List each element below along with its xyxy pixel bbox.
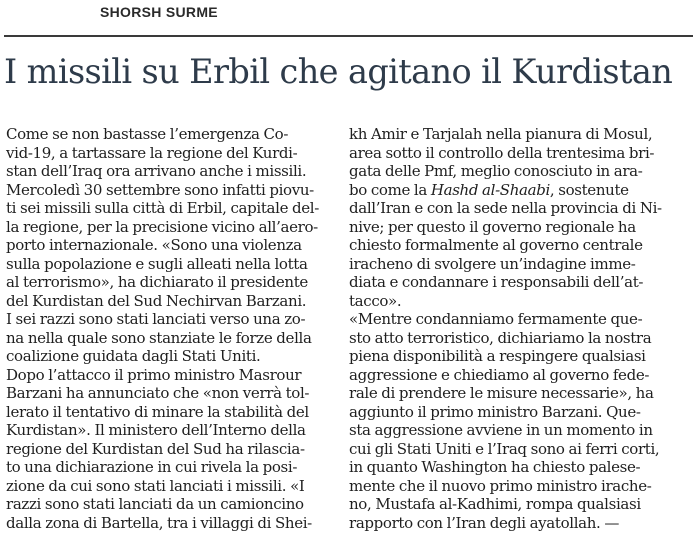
text-line: nive; per questo il governo regionale ha xyxy=(349,217,636,236)
text-line: dalla zona di Bartella, tra i villaggi di Shei- xyxy=(6,513,312,532)
text-line: diata e condannare i responsabili dell’at- xyxy=(349,273,644,291)
text-line: stan dell’Iraq ora arrivano anche i missili. xyxy=(6,162,307,180)
text-line: kh Amir e Tarjalah nella pianura di Mosul, xyxy=(349,125,653,143)
text-line: rale di prendere le misure necessarie», ha xyxy=(349,384,654,402)
text-line: mente che il nuovo primo ministro irache- xyxy=(349,476,652,495)
text-line: to una dichiarazione in cui rivela la posi- xyxy=(6,458,298,476)
text-line: coalizione guidata dagli Stati Uniti. xyxy=(6,347,261,365)
text-line: rapporto con l’Iran degli ayatollah. — xyxy=(349,513,620,532)
text-line: Kurdistan». Il ministero dell’Interno della xyxy=(6,421,306,439)
text-line: lerato il tentativo di minare la stabilità del xyxy=(6,402,309,421)
text-line: tacco». xyxy=(349,291,402,310)
text-line: ti sei missili sulla città di Erbil, capitale del- xyxy=(6,199,319,217)
headline: I missili su Erbil che agitano il Kurdistan xyxy=(4,52,673,91)
text-line: aggiunto il primo ministro Barzani. Que- xyxy=(349,402,641,421)
text-line: porto internazionale. «Sono una violenza xyxy=(6,236,302,254)
text-line: chiesto formalmente al governo centrale xyxy=(349,236,643,254)
text-line: aggressione e chiediamo al governo fede- xyxy=(349,365,650,384)
text-line: sulla popolazione e sugli alleati nella lotta xyxy=(6,254,308,273)
text-line: cui gli Stati Uniti e l’Iraq sono ai ferri corti, xyxy=(349,439,660,458)
text-line: razzi sono stati lanciati da un camioncino xyxy=(6,495,304,513)
article-column-right xyxy=(349,125,683,532)
article-column-left xyxy=(6,125,336,532)
italic-term: Hashd al-Shaabi xyxy=(430,180,550,199)
text-line: vid-19, a tartassare la regione del Kurdi- xyxy=(6,143,298,162)
text-line: na nella quale sono stanziate le forze della xyxy=(6,328,312,347)
text-line: sta aggressione avviene in un momento in xyxy=(349,421,653,439)
text-line: I sei razzi sono stati lanciati verso una zo- xyxy=(6,310,306,328)
text-line: del Kurdistan del Sud Nechirvan Barzani. xyxy=(6,291,307,310)
text-line: iracheno di svolgere un’indagine imme- xyxy=(349,254,636,273)
text-line: dall’Iran e con la sede nella provincia di Ni- xyxy=(349,199,662,217)
text-line: regione del Kurdistan del Sud ha rilascia- xyxy=(6,439,305,458)
text-line: Mercoledì 30 settembre sono infatti piovu- xyxy=(6,180,314,199)
text-line: gata delle Pmf, meglio conosciuto in ara- xyxy=(349,162,643,180)
text-segment: , sostenute xyxy=(549,180,629,199)
text-line xyxy=(349,181,683,200)
text-line: Come se non bastasse l’emergenza Co- xyxy=(6,125,289,143)
text-line: la regione, per la precisione vicino all’aero- xyxy=(6,217,318,236)
text-line: «Mentre condanniamo fermamente que- xyxy=(349,310,643,328)
text-line: sto atto terroristico, dichiariamo la nostra xyxy=(349,328,652,347)
text-line: in quanto Washington ha chiesto palese- xyxy=(349,458,641,476)
byline: SHORSH SURME xyxy=(100,4,218,20)
text-line: area sotto il controllo della trentesima bri- xyxy=(349,143,655,162)
text-line: zione da cui sono stati lanciati i missili. «I xyxy=(6,476,305,495)
text-line: piena disponibilità a respingere qualsiasi xyxy=(349,347,646,365)
text-line: Barzani ha annunciato che «non verrà tol- xyxy=(6,384,310,402)
text-segment: bo come la xyxy=(349,180,431,199)
text-line: Dopo l’attacco il primo ministro Masrour xyxy=(6,365,302,384)
text-line: al terrorismo», ha dichiarato il presidente xyxy=(6,273,308,291)
header-rule xyxy=(4,35,693,37)
text-line: no, Mustafa al-Kadhimi, rompa qualsiasi xyxy=(349,495,641,513)
